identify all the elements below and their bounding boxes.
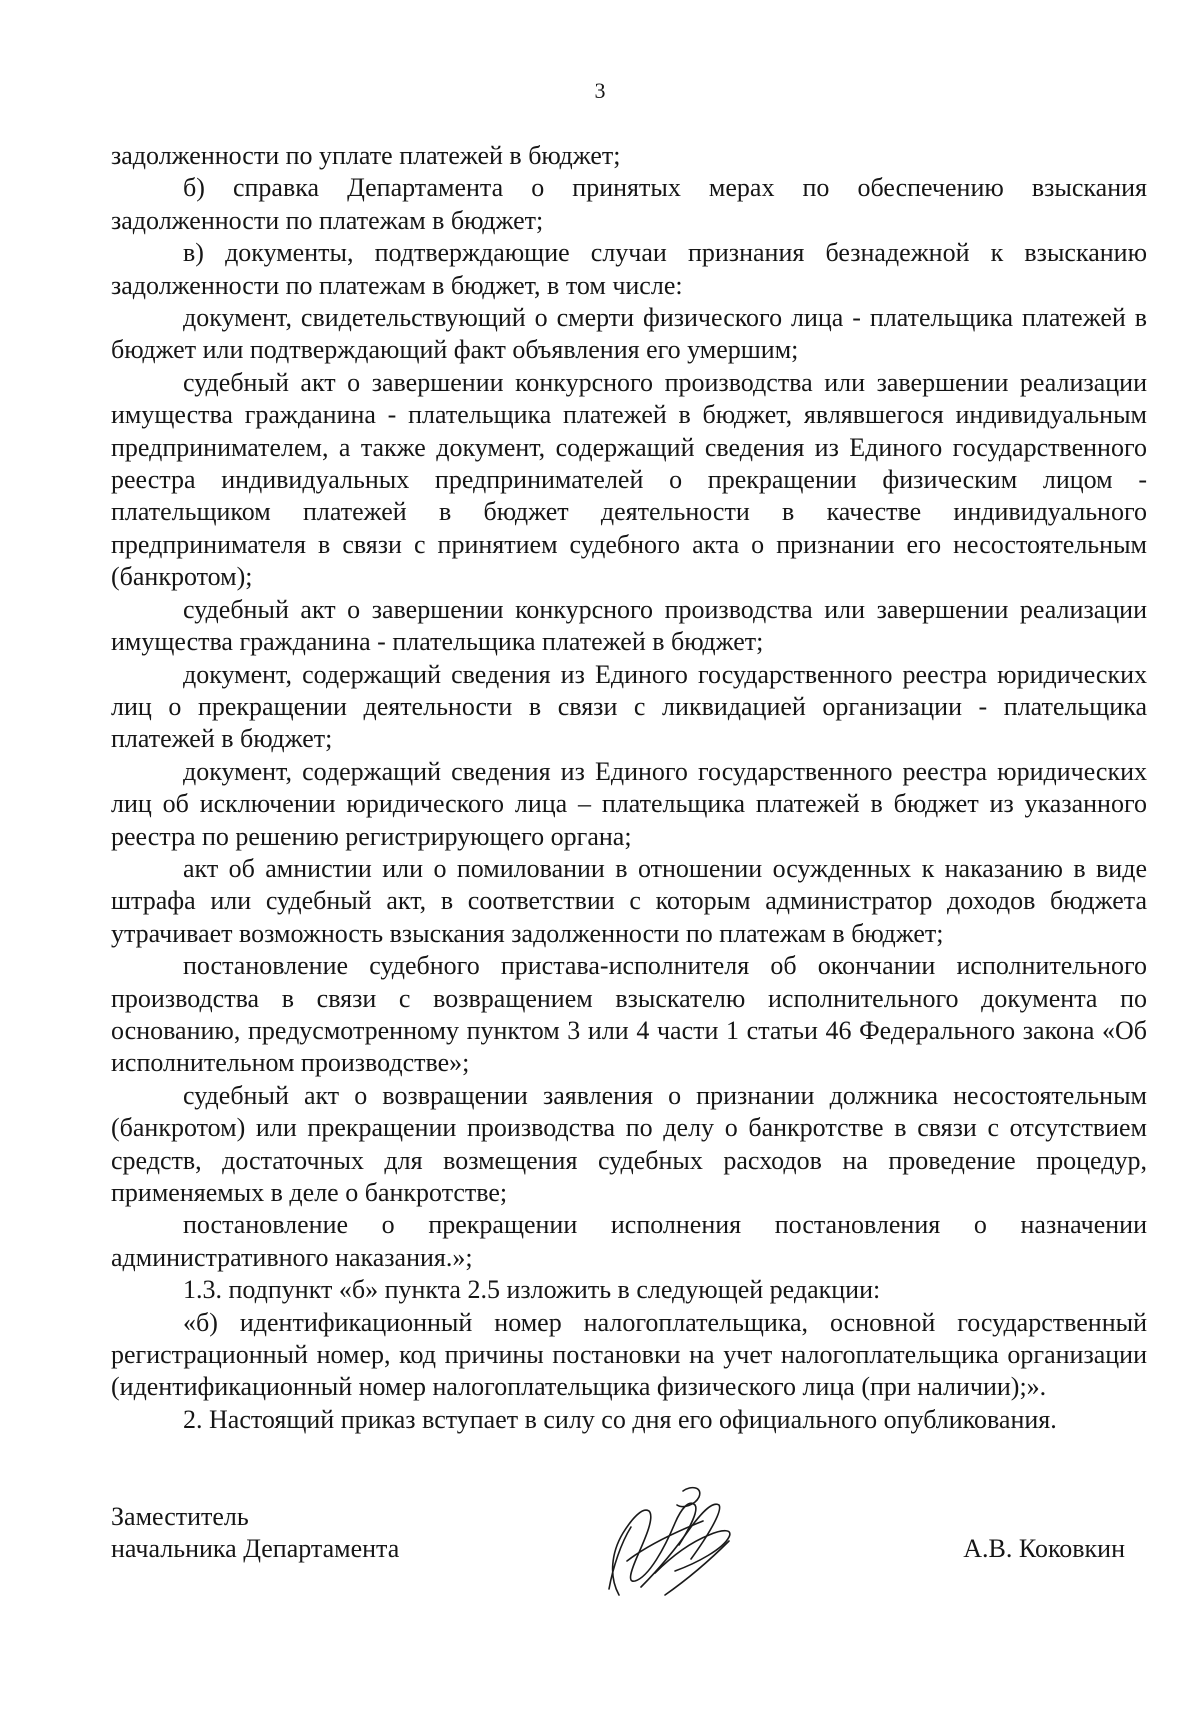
signatory-name: А.В. Коковкин [963,1534,1125,1563]
paragraph: задолженности по уплате платежей в бюджет; [111,141,621,170]
signatory-position [111,1501,531,1565]
paragraph: документ, содержащий сведения из Единого государственного реестра юридических лиц об исключении юридического лица – плательщика платежей в бюджет из указанного реестра по решению регистрирующего органа; [111,756,1147,851]
signatory-position-line: Заместитель [111,1502,249,1531]
paragraph: судебный акт о завершении конкурсного производства или завершении реализации имущества гражданина - плательщика платежей в бюджет; [111,594,1147,657]
handwritten-signature [579,1477,749,1607]
paragraph: 2. Настоящий приказ вступает в силу со дня его официального опубликования. [183,1404,1057,1434]
paragraph: судебный акт о завершении конкурсного производства или завершении реализации имущества гражданина - плательщика платежей в бюджет, являвшегося индивидуальным предпринимателем, а также документ, содержащий сведения из Единого государственного реестра индивидуальных предпринимателей о прекращении физическим лицом - плательщиком платежей в бюджет деятельности в качестве индивидуального предпринимателя в связи с принятием судебного акта о признании его несостоятельным (банкротом); [111,367,1147,592]
paragraph: 1.3. подпункт «б» пункта 2.5 изложить в следующей редакции: [183,1275,881,1305]
paragraph: б) справка Департамента о принятых мерах по обеспечению взыскания задолженности по платежам в бюджет; [111,173,1147,235]
paragraph: постановление о прекращении исполнения постановления о назначении административного наказания.»; [111,1210,1147,1272]
paragraph: постановление судебного пристава-исполнителя об окончании исполнительного производства в связи с возвращением взыскателю исполнительного документа по основанию, предусмотренному пунктом 3 или 4 части 1 статьи 46 Федерального закона «Об исполнительном производстве»; [111,951,1147,1078]
signatory-position-line: начальника Департамента [111,1534,400,1563]
paragraph: акт об амнистии или о помиловании в отношении осужденных к наказанию в виде штрафа или судебный акт, в соответствии с которым администратор доходов бюджета утрачивает возможность взыскания задолженности по платежам в бюджет; [111,853,1147,948]
signature-block [111,1501,1147,1611]
paragraph: «б) идентификационный номер налогоплательщика, основной государственный регистрационный номер, код причины постановки на учет налогоплательщика организации (идентификационный номер налогоплательщика физического лица (при наличии);». [111,1307,1147,1402]
paragraph: судебный акт о возвращении заявления о признании должника несостоятельным (банкротом) или прекращении производства по делу о банкротстве в связи с отсутствием средств, достаточных для возмещения судебных расходов на проведение процедур, применяемых в деле о банкротстве; [111,1080,1147,1207]
page-number: 3 [594,78,606,103]
document-body [111,140,1147,1436]
paragraph: документ, свидетельствующий о смерти физического лица - плательщика платежей в бюджет или подтверждающий факт объявления его умершим; [111,303,1147,365]
paragraph: документ, содержащий сведения из Единого государственного реестра юридических лиц о прекращении деятельности в связи с ликвидацией организации - плательщика платежей в бюджет; [111,659,1147,754]
paragraph: в) документы, подтверждающие случаи признания безнадежной к взысканию задолженности по платежам в бюджет, в том числе: [111,238,1147,300]
